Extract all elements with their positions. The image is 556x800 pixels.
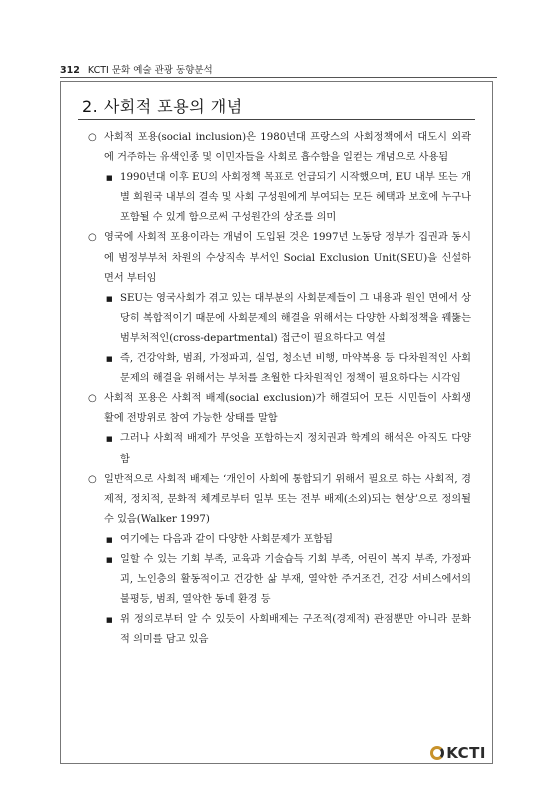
page-number: 312	[60, 65, 80, 76]
item-text: 영국에 사회적 포용이라는 개념이 도입된 것은 1997년 노동당 정부가 집권과 동시에 범정부부처 차원의 수상직속 부서인 Social Exclusion Unit(SEU)을 신설하면서 부터임	[104, 232, 471, 284]
square-bullet-icon: ■	[106, 355, 113, 364]
item-text: 일반적으로 사회적 배제는 ‘개인이 사회에 통합되기 위해서 필요로 하는 사회적, 경제적, 정치적, 문화적 체계로부터 일부 또는 전부 배제(소외)되는 현상’으로 정의될 수 있음(Walker 1997)	[104, 473, 471, 525]
item-text: 1990년대 이후 EU의 사회정책 목표로 언급되기 시작했으며, EU 내부 또는 개별 회원국 내부의 결속 및 사회 구성원에게 부여되는 모든 혜택과 보호에 누구나 포함될 수 있게 함으로써 구성원간의 상조를 의미	[120, 172, 471, 224]
list-item	[86, 389, 471, 429]
item-text: 여기에는 다음과 같이 다양한 사회문제가 포함됨	[120, 533, 334, 545]
item-text: 사회적 포용(social inclusion)은 1980년대 프랑스의 사회정책에서 대도시 외곽에 거주하는 유색인종 및 이민자들을 사회로 흡수함을 일컫는 개념으로 사용됨	[104, 132, 471, 164]
square-bullet-icon: ■	[106, 555, 113, 564]
sub-list-item	[86, 289, 471, 349]
sub-list-item	[86, 530, 471, 550]
list-item	[86, 128, 471, 168]
square-bullet-icon: ■	[106, 616, 113, 625]
item-text: 즉, 건강악화, 범죄, 가정파괴, 실업, 청소년 비행, 마약복용 등 다차원적인 사회문제의 해결을 위해서는 부처를 초월한 다차원적인 정책이 필요하다는 시각임	[120, 353, 471, 385]
square-bullet-icon: ■	[106, 294, 113, 303]
circle-bullet-icon: ○	[88, 393, 97, 405]
sub-list-item	[86, 550, 471, 610]
item-text: SEU는 영국사회가 겪고 있는 대부분의 사회문제들이 그 내용과 원인 면에서 상당히 복합적이기 때문에 사회문제의 해결을 위해서는 다양한 사회정책을 꿰뚫는 범부처적인(cross-departmental) 접근이 필요하다고 역설	[120, 292, 471, 344]
header-rule	[60, 77, 497, 78]
item-text: 그러나 사회적 배제가 무엇을 포함하는지 정치권과 학계의 해석은 아직도 다양함	[120, 433, 471, 465]
title-rule	[78, 119, 475, 120]
square-bullet-icon: ■	[106, 174, 113, 183]
running-title: KCTI 문화 예술 관광 동향분석	[87, 65, 213, 76]
sub-list-item	[86, 349, 471, 389]
circle-bullet-icon: ○	[88, 132, 97, 143]
kcti-logo	[426, 744, 490, 762]
sub-list-item	[86, 610, 471, 650]
square-bullet-icon: ■	[106, 435, 113, 444]
body-text	[86, 128, 471, 650]
list-item	[86, 470, 471, 530]
list-item	[86, 228, 471, 288]
section-title: 2. 사회적 포용의 개념	[82, 97, 243, 116]
sub-list-item	[86, 168, 471, 228]
item-text: 일할 수 있는 기회 부족, 교육과 기술습득 기회 부족, 어린이 복지 부족, 가정파괴, 노인층의 활동적이고 건강한 삶 부재, 열악한 주거조건, 건강 서비스에서의 불평등, 범죄, 열악한 동네 환경 등	[120, 553, 471, 606]
kcti-logo-icon	[430, 746, 444, 760]
logo-text: KCTI	[446, 744, 486, 762]
sub-list-item	[86, 429, 471, 469]
item-text: 위 정의로부터 알 수 있듯이 사회배제는 구조적(경제적) 관점뿐만 아니라 문화적 의미를 담고 있음	[120, 614, 471, 646]
square-bullet-icon: ■	[106, 535, 113, 544]
running-header	[60, 62, 213, 76]
circle-bullet-icon: ○	[88, 232, 97, 244]
circle-bullet-icon: ○	[88, 473, 97, 485]
item-text: 사회적 포용은 사회적 배제(social exclusion)가 해결되어 모든 시민들이 사회생활에 전방위로 참여 가능한 상태를 말함	[104, 393, 471, 425]
